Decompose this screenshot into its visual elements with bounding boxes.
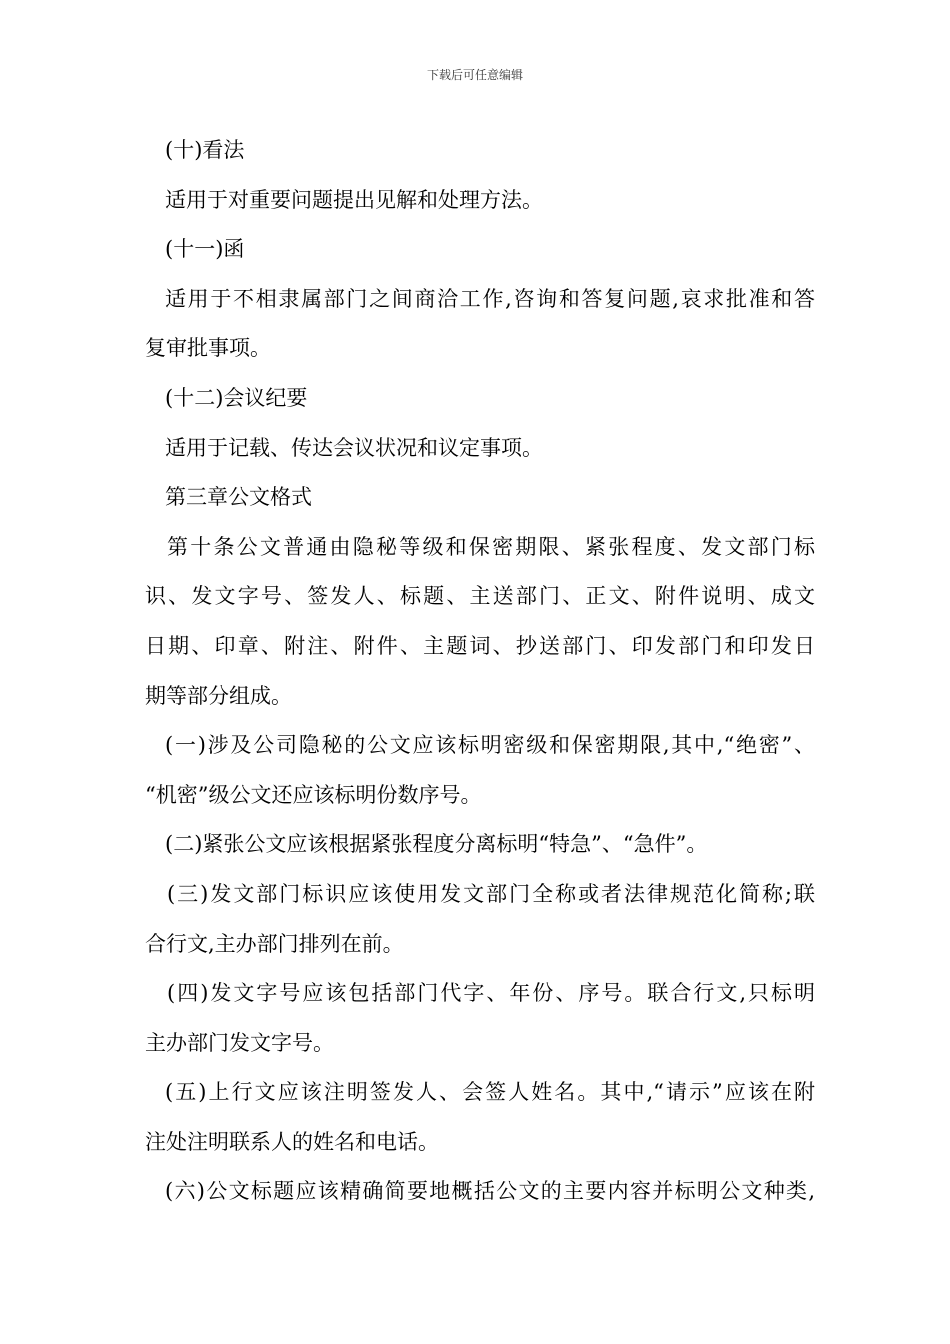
heading-12: (十二)会议纪要 — [165, 385, 308, 410]
paragraph-line: (三)发文部门标识应该使用发文部门全称或者法律规范化简称;联 — [167, 881, 815, 906]
paragraph-line: 注处注明联系人的姓名和电话。 — [145, 1129, 439, 1154]
page-header: 下载后可任意编辑 — [426, 68, 523, 82]
paragraph-line: 复审批事项。 — [145, 336, 271, 361]
paragraph-line: 期等部分组成。 — [145, 683, 292, 708]
paragraph-line: 适用于对重要问题提出见解和处理方法。 — [165, 187, 543, 212]
paragraph-line: “机密”级公文还应该标明份数序号。 — [145, 782, 482, 807]
heading-11: (十一)函 — [165, 237, 245, 262]
paragraph-line: 适用于不相隶属部门之间商洽工作,咨询和答复问题,哀求批准和答 — [165, 286, 815, 311]
paragraph-line: 适用于记载、传达会议状况和议定事项。 — [165, 435, 543, 460]
paragraph-line: 第十条公文普通由隐秘等级和保密期限、紧张程度、发文部门标 — [167, 534, 815, 559]
paragraph-line: 识、发文字号、签发人、标题、主送部门、正文、附件说明、成文 — [145, 584, 815, 609]
paragraph-line: (二)紧张公文应该根据紧张程度分离标明“特急”、“急件”。 — [165, 832, 708, 857]
paragraph-line: (五)上行文应该注明签发人、会签人姓名。其中,“请示”应该在附 — [165, 1080, 815, 1105]
paragraph-line: 主办部门发文字号。 — [145, 1030, 334, 1055]
paragraph-line: 日期、印章、附注、附件、主题词、抄送部门、印发部门和印发日 — [145, 633, 815, 658]
paragraph-line: 合行文,主办部门排列在前。 — [145, 931, 404, 956]
chapter-heading: 第三章公文格式 — [165, 485, 312, 510]
paragraph-line: (六)公文标题应该精确简要地概括公文的主要内容并标明公文种类, — [165, 1179, 815, 1204]
document-body — [145, 126, 815, 1217]
paragraph-line: (一)涉及公司隐秘的公文应该标明密级和保密期限,其中,“绝密”、 — [165, 733, 815, 758]
heading-10: (十)看法 — [165, 138, 245, 162]
paragraph-line: (四)发文字号应该包括部门代字、年份、序号。联合行文,只标明 — [167, 981, 815, 1006]
